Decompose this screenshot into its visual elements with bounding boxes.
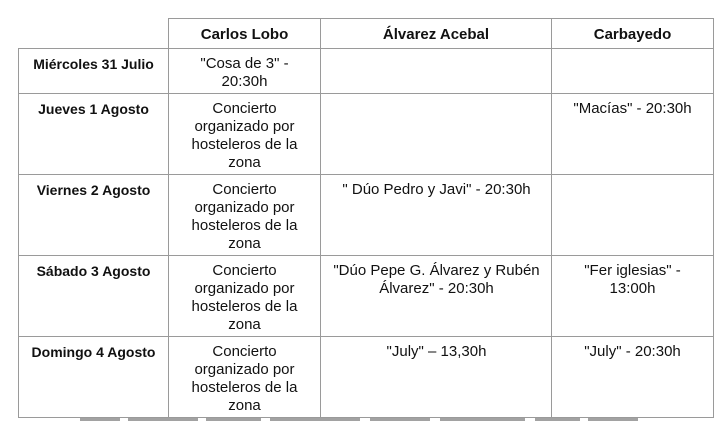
day-cell: Domingo 4 Agosto [19,337,169,418]
alvarez-acebal-cell [321,337,552,418]
event-text: Concierto organizado por hosteleros de la zona [191,343,298,414]
alvarez-acebal-cell [321,256,552,337]
carbayedo-cell [552,256,714,337]
day-cell: Miércoles 31 Julio [19,49,169,94]
day-cell: Viernes 2 Agosto [19,175,169,256]
event-text: "Cosa de 3" - 20:30h [200,55,289,90]
table-row [19,175,714,256]
cropped-text-line [80,418,640,425]
event-text: Concierto organizado por hosteleros de la zona [191,100,298,171]
event-text: Concierto organizado por hosteleros de la zona [191,262,298,333]
carbayedo-cell [552,337,714,418]
event-text: "Macías" - 20:30h [573,100,692,117]
carlos-lobo-cell [169,175,321,256]
alvarez-acebal-cell [321,175,552,256]
carlos-lobo-cell [169,256,321,337]
alvarez-acebal-cell [321,49,552,94]
header-row [19,19,714,49]
header-carbayedo: Carbayedo [552,19,714,49]
event-text: "Fer iglesias" - 13:00h [584,262,681,297]
event-text: "Dúo Pepe G. Álvarez y Rubén Álvarez" - 20:30h [333,262,540,297]
carbayedo-cell [552,94,714,175]
alvarez-acebal-cell [321,94,552,175]
carlos-lobo-cell [169,337,321,418]
table-row [19,94,714,175]
header-alvarez-acebal: Álvarez Acebal [321,19,552,49]
concert-schedule-table [18,18,714,418]
day-cell: Sábado 3 Agosto [19,256,169,337]
event-text: "July" - 20:30h [584,343,681,360]
table-row [19,256,714,337]
event-text: Concierto organizado por hosteleros de la zona [191,181,298,252]
table-row [19,337,714,418]
carlos-lobo-cell [169,94,321,175]
table-row [19,49,714,94]
day-cell: Jueves 1 Agosto [19,94,169,175]
event-text: " Dúo Pedro y Javi" - 20:30h [342,181,531,198]
carbayedo-cell [552,175,714,256]
header-carlos-lobo: Carlos Lobo [169,19,321,49]
event-text: "July" – 13,30h [386,343,487,360]
carbayedo-cell [552,49,714,94]
carlos-lobo-cell [169,49,321,94]
header-corner-cell [19,19,169,49]
